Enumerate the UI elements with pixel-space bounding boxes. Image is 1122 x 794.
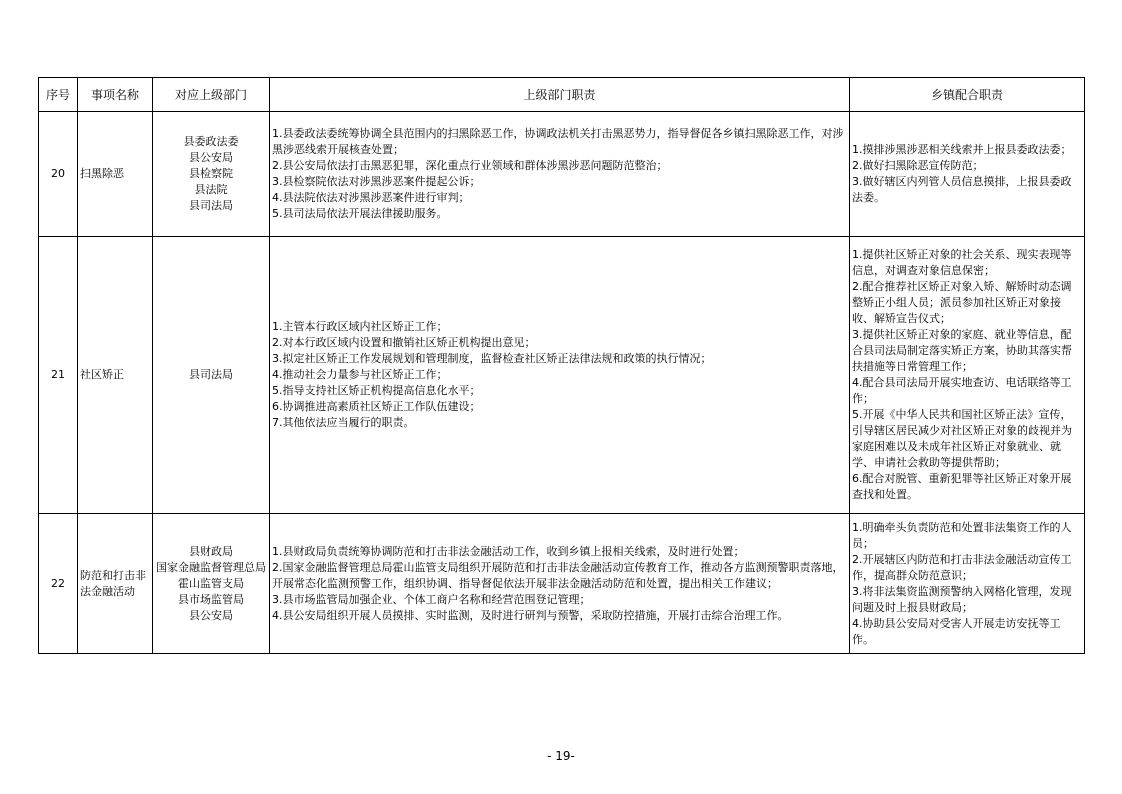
duty-line: 2.县公安局依法打击黑恶犯罪，深化重点行业领域和群体涉黑涉恶问题防范整治；	[272, 159, 668, 172]
duty-line: 4.推动社会力量参与社区矫正工作；	[272, 368, 448, 381]
coop-line: 2.配合推荐社区矫正对象入矫、解矫时动态调整矫正小组人员；派员参加社区矫正对象接收、解矫宣告仪式；	[852, 280, 1072, 325]
table-header-row	[39, 78, 1085, 112]
coop-line: 5.开展《中华人民共和国社区矫正法》宣传，引导辖区居民减少对社区矫正对象的歧视并为家庭困难以及未成年社区矫正对象就业、就学、申请社会救助等提供帮助；	[852, 408, 1072, 469]
duty-line: 7.其他依法应当履行的职责。	[272, 416, 415, 429]
duty-line: 3.县市场监管局加强企业、个体工商户名称和经营范围登记管理；	[272, 592, 591, 606]
town-duty-cell	[850, 237, 1085, 514]
dept-cell	[153, 237, 270, 514]
coop-line: 1.摸排涉黑涉恶相关线索并上报县委政法委；	[852, 143, 1072, 156]
coop-line: 2.开展辖区内防范和打击非法金融活动宣传工作，提高群众防范意识；	[852, 552, 1072, 582]
coop-line: 6.配合对脱管、重新犯罪等社区矫正对象开展查找和处置。	[852, 472, 1072, 501]
duty-line: 5.县司法局依法开展法律援助服务。	[272, 207, 448, 220]
dept-duty-cell	[270, 112, 850, 237]
dept-cell	[153, 514, 270, 654]
row-number: 21	[39, 237, 78, 514]
page-number: - 19-	[547, 749, 575, 763]
duty-line: 1.县财政局负责统筹协调防范和打击非法金融活动工作，收到乡镇上报相关线索，及时进行处置；	[272, 544, 745, 558]
duty-line: 4.县法院依法对涉黑涉恶案件进行审判；	[272, 191, 470, 204]
duty-line: 1.县委政法委统筹协调全县范围内的扫黑除恶工作，协调政法机关打击黑恶势力，指导督促各乡镇扫黑除恶工作，对涉黑涉恶线索开展核查处置；	[272, 127, 844, 156]
item-name: 扫黑除恶	[78, 112, 153, 237]
town-duty-cell	[850, 112, 1085, 237]
coop-line: 3.做好辖区内列管人员信息摸排，上报县委政法委。	[852, 175, 1072, 204]
header-item-name: 事项名称	[78, 78, 153, 112]
duty-line: 1.主管本行政区域内社区矫正工作；	[272, 320, 448, 333]
row-number: 22	[39, 514, 78, 654]
dept-line: 县市场监管局	[178, 592, 244, 606]
dept-line: 县司法局	[189, 199, 233, 212]
table-row	[39, 237, 1085, 514]
item-name: 社区矫正	[78, 237, 153, 514]
duty-line: 4.县公安局组织开展人员摸排、实时监测，及时进行研判与预警，采取防控措施，开展打击综合治理工作。	[272, 608, 789, 622]
header-no: 序号	[39, 78, 78, 112]
row-number: 20	[39, 112, 78, 237]
town-duty-cell	[850, 514, 1085, 654]
header-dept-duty: 上级部门职责	[270, 78, 850, 112]
dept-line: 国家金融监督管理总局霍山监管支局	[156, 560, 266, 590]
dept-line: 县公安局	[189, 608, 233, 622]
duty-line: 3.拟定社区矫正工作发展规划和管理制度，监督检查社区矫正法律法规和政策的执行情况；	[272, 352, 712, 365]
duty-line: 3.县检察院依法对涉黑涉恶案件提起公诉；	[272, 175, 481, 188]
dept-duty-cell	[270, 514, 850, 654]
dept-line: 县法院	[194, 183, 228, 196]
dept-line: 县司法局	[189, 368, 233, 381]
coop-line: 3.提供社区矫正对象的家庭、就业等信息，配合县司法局制定落实矫正方案，协助其落实帮扶措施等日常管理工作；	[852, 328, 1072, 373]
coop-line: 1.明确牵头负责防范和处置非法集资工作的人员；	[852, 520, 1072, 550]
dept-line: 县委政法委	[183, 135, 239, 148]
duty-line: 2.国家金融监督管理总局霍山监管支局组织开展防范和打击非法金融活动宣传教育工作，推动各方监测预警职责落地，开展常态化监测预警工作，组织协调、指导督促依法开展非法金融活动防范和处置，提出相关工作建议；	[272, 560, 844, 590]
coop-line: 3.将非法集资监测预警纳入网格化管理，发现问题及时上报县财政局；	[852, 584, 1072, 614]
coop-line: 4.配合县司法局开展实地查访、电话联络等工作；	[852, 376, 1072, 405]
duty-line: 2.对本行政区域内设置和撤销社区矫正机构提出意见；	[272, 336, 536, 349]
header-town-duty: 乡镇配合职责	[850, 78, 1085, 112]
coop-line: 2.做好扫黑除恶宣传防范；	[852, 159, 984, 172]
duty-line: 5.指导支持社区矫正机构提高信息化水平；	[272, 384, 481, 397]
dept-line: 县检察院	[189, 167, 233, 180]
coop-line: 4.协助县公安局对受害人开展走访安抚等工作。	[852, 616, 1061, 646]
item-name: 防范和打击非法金融活动	[78, 514, 153, 654]
dept-line: 县公安局	[189, 151, 233, 164]
dept-duty-cell	[270, 237, 850, 514]
dept-cell	[153, 112, 270, 237]
dept-line: 县财政局	[189, 544, 233, 558]
table-row	[39, 112, 1085, 237]
coop-line: 1.提供社区矫正对象的社会关系、现实表现等信息，对调查对象信息保密；	[852, 248, 1072, 277]
header-dept: 对应上级部门	[153, 78, 270, 112]
duty-table	[38, 77, 1085, 654]
table-row	[39, 514, 1085, 654]
duty-line: 6.协调推进高素质社区矫正工作队伍建设；	[272, 400, 481, 413]
